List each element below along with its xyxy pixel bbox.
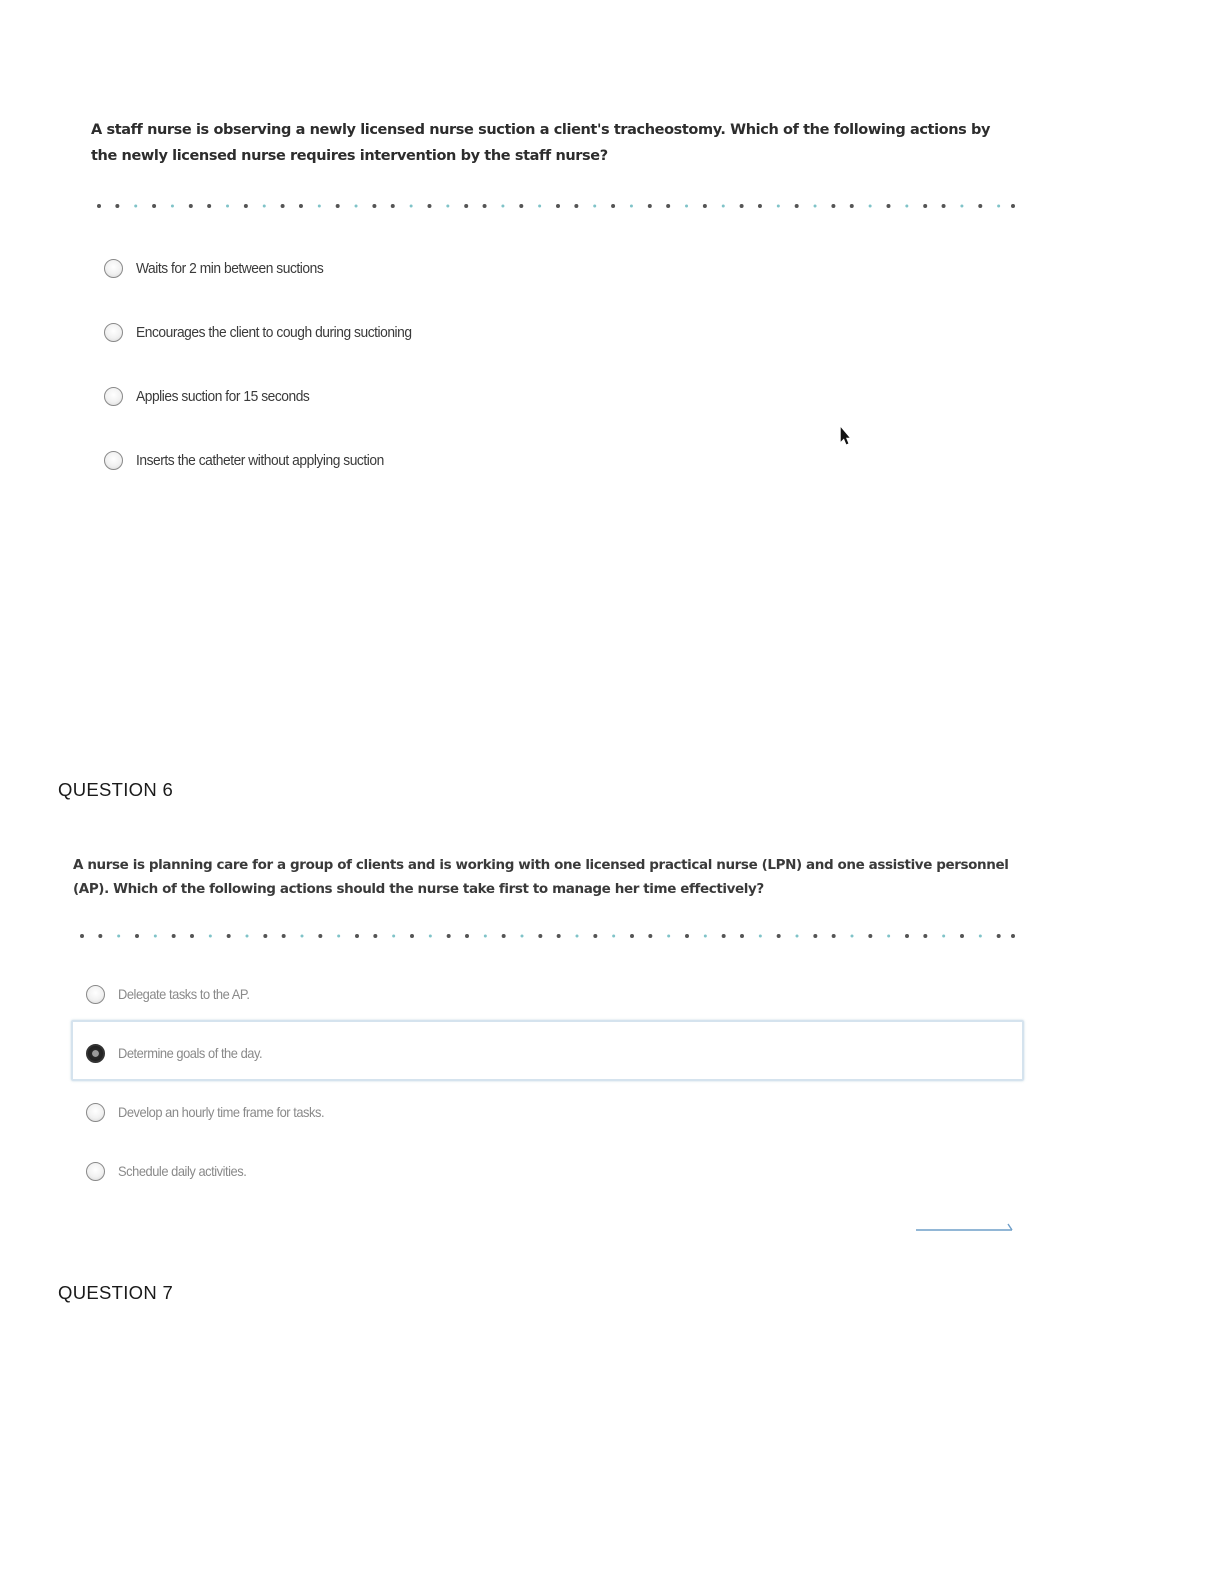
radio-button-icon[interactable]	[104, 387, 123, 406]
divider-dot	[722, 934, 726, 938]
divider-dot	[501, 205, 504, 208]
divider-dot	[301, 935, 304, 938]
radio-button-icon[interactable]	[104, 323, 123, 342]
divider-dot	[960, 205, 963, 208]
question-5-divider	[97, 203, 1015, 209]
divider-dot	[246, 935, 249, 938]
divider-dot	[557, 934, 561, 938]
divider-dot	[227, 934, 231, 938]
option-label: Encourages the client to cough during suctioning	[136, 323, 412, 341]
divider-dot	[667, 935, 670, 938]
question-5-option-3[interactable]	[104, 380, 324, 412]
divider-dot	[172, 934, 176, 938]
divider-dot	[795, 204, 799, 208]
question-6-option-3[interactable]	[86, 1096, 342, 1128]
divider-dot	[355, 934, 359, 938]
question-6-divider	[80, 933, 1015, 939]
divider-dot	[135, 934, 139, 938]
divider-dot	[831, 204, 835, 208]
option-label: Develop an hourly time frame for tasks.	[118, 1104, 325, 1120]
divider-dot	[484, 935, 487, 938]
divider-dot	[336, 204, 340, 208]
option-label: Delegate tasks to the AP.	[118, 986, 250, 1002]
divider-dot	[593, 205, 596, 208]
divider-dot	[978, 204, 982, 208]
option-label: Applies suction for 15 seconds	[136, 387, 310, 405]
divider-dot	[997, 205, 1000, 208]
divider-dot	[905, 934, 909, 938]
divider-dot	[685, 934, 689, 938]
divider-dot	[740, 204, 744, 208]
divider-dot	[115, 204, 119, 208]
divider-dot	[868, 934, 872, 938]
divider-dot	[630, 934, 634, 938]
divider-dot	[740, 934, 744, 938]
divider-dot	[759, 935, 762, 938]
divider-dot	[465, 934, 469, 938]
divider-dot	[337, 935, 340, 938]
divider-dot	[97, 204, 101, 208]
divider-dot	[942, 204, 946, 208]
divider-dot	[814, 205, 817, 208]
mouse-pointer-icon	[838, 427, 850, 447]
radio-button-icon[interactable]	[86, 1103, 105, 1122]
radio-button-icon[interactable]	[86, 985, 105, 1004]
divider-dot	[263, 205, 266, 208]
divider-dot	[704, 935, 707, 938]
divider-dot	[942, 935, 945, 938]
divider-dot	[152, 204, 156, 208]
divider-dot	[538, 934, 542, 938]
divider-dot	[556, 204, 560, 208]
divider-dot	[392, 935, 395, 938]
divider-dot	[813, 934, 817, 938]
next-arrow-icon[interactable]	[916, 1221, 1014, 1233]
divider-dot	[574, 204, 578, 208]
option-label: Inserts the catheter without applying suction	[136, 451, 384, 469]
divider-dot	[887, 935, 890, 938]
divider-dot	[593, 934, 597, 938]
divider-dot	[905, 205, 908, 208]
radio-button-icon[interactable]	[104, 451, 123, 470]
divider-dot	[244, 204, 248, 208]
divider-dot	[318, 934, 322, 938]
divider-dot	[318, 205, 321, 208]
option-label: Schedule daily activities.	[118, 1163, 247, 1179]
divider-dot	[519, 204, 523, 208]
divider-dot	[410, 205, 413, 208]
divider-dot	[851, 935, 854, 938]
divider-dot	[685, 205, 688, 208]
divider-dot	[483, 204, 487, 208]
divider-dot	[502, 934, 506, 938]
divider-dot	[576, 935, 579, 938]
divider-dot	[1011, 204, 1015, 208]
divider-dot	[722, 205, 725, 208]
divider-dot	[612, 935, 615, 938]
divider-dot	[189, 204, 193, 208]
divider-dot	[355, 205, 358, 208]
divider-dot	[98, 934, 102, 938]
divider-dot	[447, 934, 451, 938]
divider-dot	[886, 204, 890, 208]
divider-dot	[796, 935, 799, 938]
question-5-prompt: A staff nurse is observing a newly licensed nurse suction a client's tracheostomy. Which of the following actions by the newly licensed nurse requires intervention by the staff nurse?	[91, 122, 991, 164]
question-6-option-1[interactable]	[86, 978, 261, 1010]
divider-dot	[666, 204, 670, 208]
divider-dot	[850, 204, 854, 208]
question-6-option-2[interactable]	[86, 1037, 275, 1069]
divider-dot	[446, 205, 449, 208]
divider-dot	[207, 204, 211, 208]
divider-dot	[648, 204, 652, 208]
divider-dot	[923, 204, 927, 208]
radio-button-icon[interactable]	[86, 1162, 105, 1181]
divider-dot	[190, 934, 194, 938]
divider-dot	[281, 204, 285, 208]
divider-dot	[410, 934, 414, 938]
radio-button-selected-icon[interactable]	[86, 1044, 105, 1063]
divider-dot	[171, 205, 174, 208]
divider-dot	[154, 935, 157, 938]
divider-dot	[648, 934, 652, 938]
divider-dot	[777, 205, 780, 208]
radio-button-icon[interactable]	[104, 259, 123, 278]
divider-dot	[869, 205, 872, 208]
divider-dot	[521, 935, 524, 938]
divider-dot	[373, 934, 377, 938]
divider-dot	[1011, 934, 1015, 938]
divider-dot	[372, 204, 376, 208]
divider-dot	[391, 204, 395, 208]
divider-dot	[832, 934, 836, 938]
question-6-heading: QUESTION 6	[58, 779, 174, 800]
divider-dot	[777, 934, 781, 938]
question-7-heading: QUESTION 7	[58, 1282, 174, 1303]
question-5-option-2[interactable]	[104, 316, 436, 348]
divider-dot	[997, 934, 1001, 938]
divider-dot	[299, 204, 303, 208]
divider-dot	[464, 204, 468, 208]
divider-dot	[703, 204, 707, 208]
divider-dot	[80, 934, 84, 938]
divider-dot	[117, 935, 120, 938]
divider-dot	[429, 935, 432, 938]
divider-dot	[226, 205, 229, 208]
divider-dot	[209, 935, 212, 938]
option-label: Waits for 2 min between suctions	[136, 259, 324, 277]
divider-dot	[134, 205, 137, 208]
question-5-option-4[interactable]	[104, 444, 405, 476]
divider-dot	[263, 934, 267, 938]
divider-dot	[923, 934, 927, 938]
divider-dot	[611, 204, 615, 208]
divider-dot	[758, 204, 762, 208]
question-6-option-4[interactable]	[86, 1155, 258, 1187]
question-5-option-1[interactable]	[104, 252, 340, 284]
divider-dot	[630, 205, 633, 208]
divider-dot	[960, 934, 964, 938]
divider-dot	[427, 204, 431, 208]
question-6-prompt: A nurse is planning care for a group of clients and is working with one licensed practical nurse (LPN) and one assistive personnel (AP). Which of the following actions should the nurse take first to manage her time effectively?	[73, 857, 1009, 897]
option-label-selected: Determine goals of the day.	[118, 1045, 263, 1061]
divider-dot	[979, 935, 982, 938]
divider-dot	[538, 205, 541, 208]
divider-dot	[282, 934, 286, 938]
